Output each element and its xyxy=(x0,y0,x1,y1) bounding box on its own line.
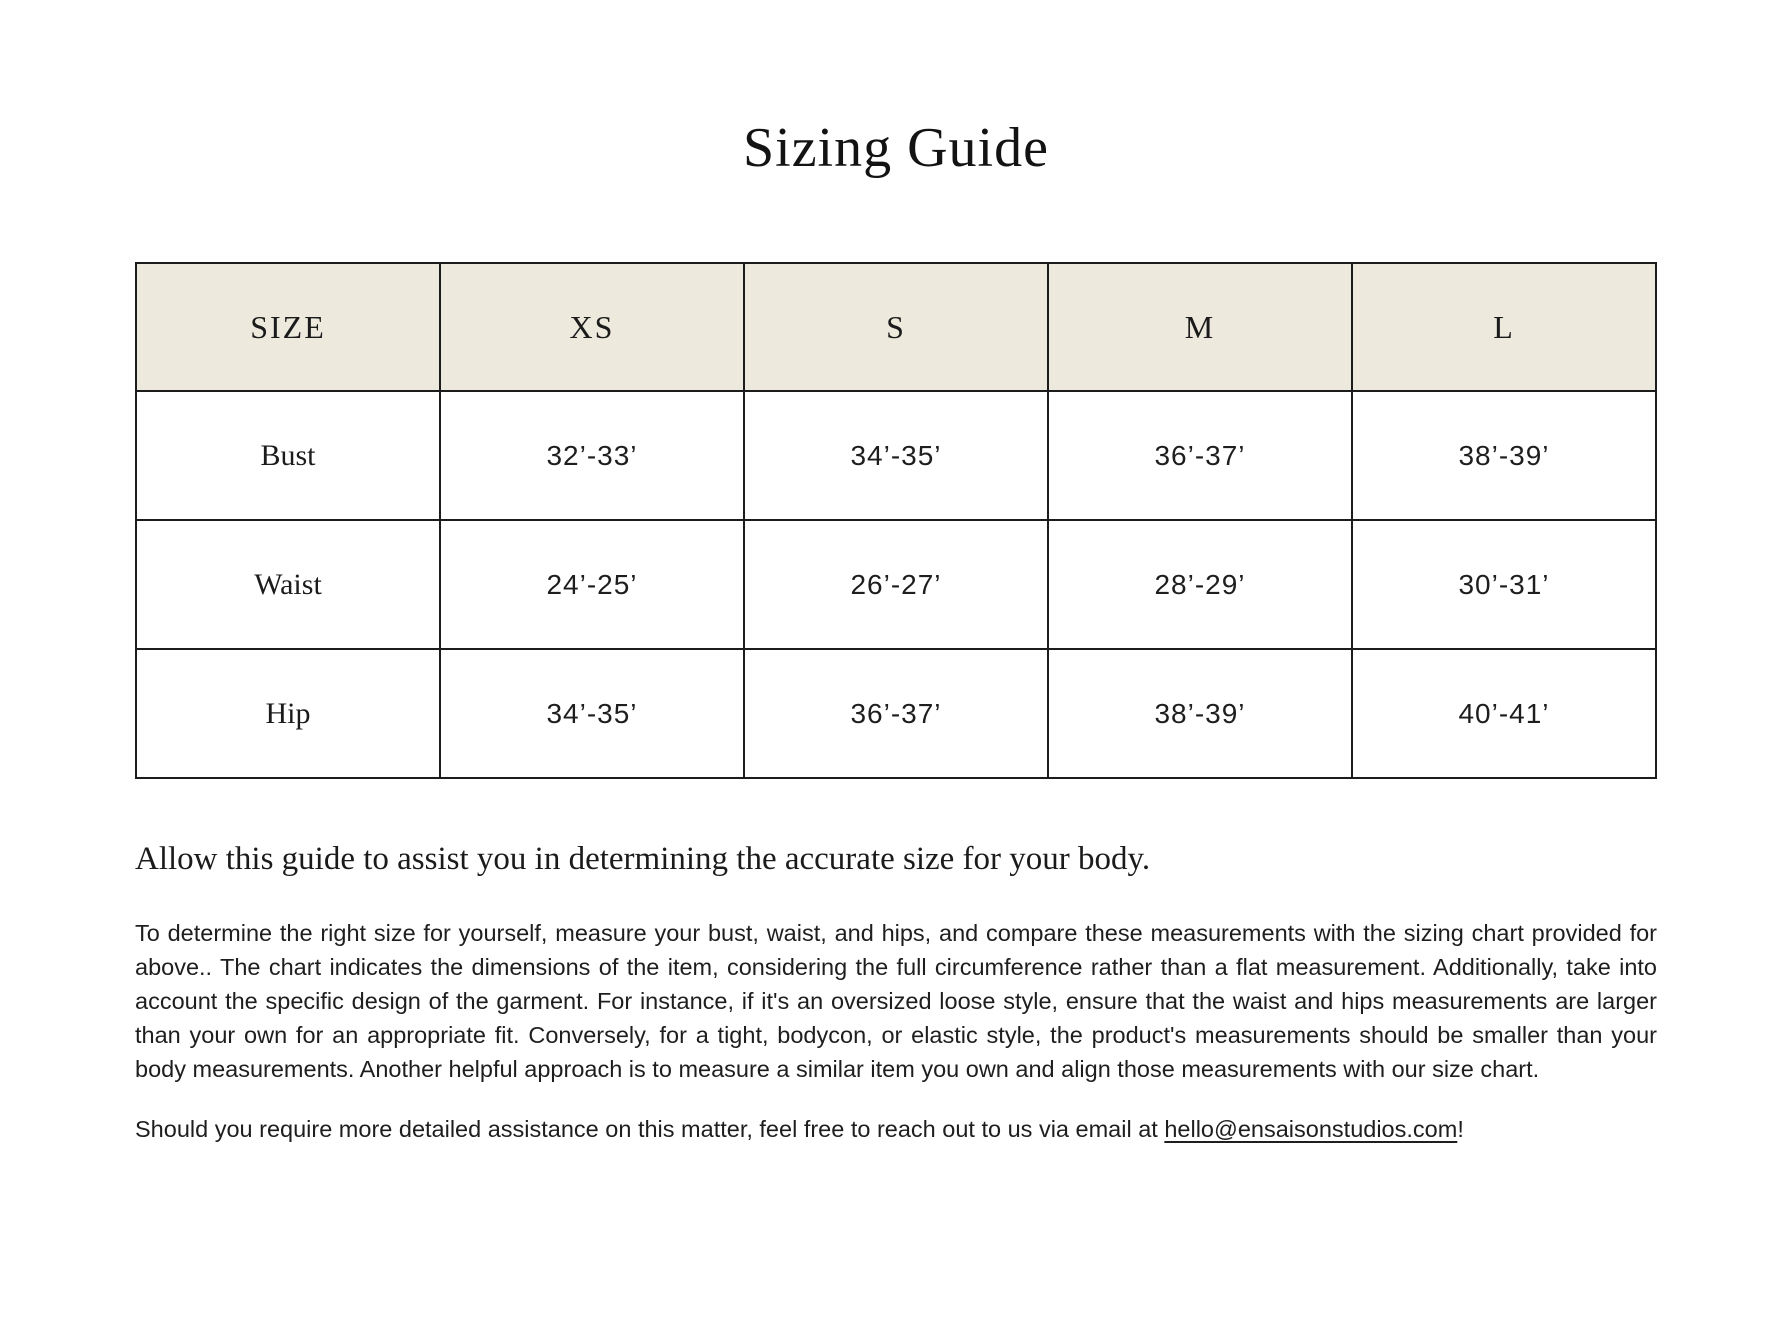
column-header-s: S xyxy=(744,263,1048,391)
table-row-hip xyxy=(136,649,1656,778)
cell-hip-l: 40’-41’ xyxy=(1352,649,1656,778)
page-title: Sizing Guide xyxy=(743,117,1049,179)
table-header-row xyxy=(136,263,1656,391)
column-header-m: M xyxy=(1048,263,1352,391)
size-chart-table xyxy=(135,262,1657,779)
cell-bust-l: 38’-39’ xyxy=(1352,391,1656,520)
column-header-l: L xyxy=(1352,263,1656,391)
contact-text: Should you require more detailed assistance on this matter, feel free to reach out to us via email at xyxy=(135,1116,1165,1143)
table-row-bust xyxy=(136,391,1656,520)
contact-line xyxy=(135,1112,1657,1146)
cell-waist-s: 26’-27’ xyxy=(744,520,1048,649)
cell-bust-m: 36’-37’ xyxy=(1048,391,1352,520)
row-label-bust: Bust xyxy=(136,391,440,520)
row-label-waist: Waist xyxy=(136,520,440,649)
cell-bust-s: 34’-35’ xyxy=(744,391,1048,520)
table-row-waist xyxy=(136,520,1656,649)
cell-hip-s: 36’-37’ xyxy=(744,649,1048,778)
row-label-hip: Hip xyxy=(136,649,440,778)
cell-bust-xs: 32’-33’ xyxy=(440,391,744,520)
cell-waist-l: 30’-31’ xyxy=(1352,520,1656,649)
contact-suffix: ! xyxy=(1457,1116,1464,1143)
sizing-guide-page xyxy=(0,112,1792,1344)
email-link[interactable]: hello@ensaisonstudios.com xyxy=(1164,1116,1458,1143)
cell-waist-xs: 24’-25’ xyxy=(440,520,744,649)
cell-waist-m: 28’-29’ xyxy=(1048,520,1352,649)
guide-subtitle: Allow this guide to assist you in determining the accurate size for your body. xyxy=(135,841,1151,877)
column-header-size: SIZE xyxy=(136,263,440,391)
column-header-xs: XS xyxy=(440,263,744,391)
cell-hip-xs: 34’-35’ xyxy=(440,649,744,778)
guide-paragraph: To determine the right size for yourself, measure your bust, waist, and hips, and compare these measurements with the sizing chart provided for above.. The chart indicates the dimensions of the item, considering the full circumference rather than a flat measurement. Additionally, take into account the specific design of the garment. For instance, if it's an oversized loose style, ensure that the waist and hips measurements are larger than your own for an appropriate fit. Conversely, for a tight, bodycon, or elastic style, the product's measurements should be smaller than your body measurements. Another helpful approach is to measure a similar item you own and align those measurements with our size chart. xyxy=(135,920,1657,1083)
cell-hip-m: 38’-39’ xyxy=(1048,649,1352,778)
